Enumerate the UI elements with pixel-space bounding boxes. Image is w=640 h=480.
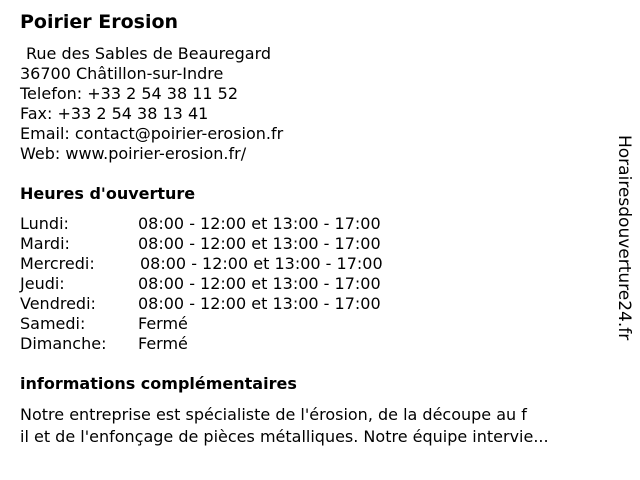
hours-row <box>20 234 440 254</box>
day-hours: 08:00 - 12:00 et 13:00 - 17:00 <box>138 274 381 293</box>
day-label: Mercredi: <box>20 254 95 273</box>
phone-line: Telefon: +33 2 54 38 11 52 <box>20 84 239 103</box>
day-label: Dimanche: <box>20 334 107 353</box>
contact-block <box>20 44 283 164</box>
hours-row <box>20 214 440 234</box>
info-line-1: Notre entreprise est spécialiste de l'érosion, de la découpe au f <box>20 405 527 424</box>
day-hours: Fermé <box>138 334 188 353</box>
web-line: Web: www.poirier-erosion.fr/ <box>20 144 247 163</box>
fax-line: Fax: +33 2 54 38 13 41 <box>20 104 209 123</box>
hours-row <box>20 254 440 274</box>
day-label: Lundi: <box>20 214 69 233</box>
hours-heading: Heures d'ouverture <box>20 184 196 203</box>
day-hours: 08:00 - 12:00 et 13:00 - 17:00 <box>138 214 381 233</box>
day-hours: Fermé <box>138 314 188 333</box>
info-text <box>20 404 600 448</box>
street-address: Rue des Sables de Beauregard <box>26 44 272 63</box>
day-label: Vendredi: <box>20 294 96 313</box>
email-line: Email: contact@poirier-erosion.fr <box>20 124 284 143</box>
hours-row <box>20 334 440 354</box>
hours-row <box>20 274 440 294</box>
info-line-2: il et de l'enfonçage de pièces métalliques. Notre équipe intervie... <box>20 427 549 446</box>
site-watermark: Horairesdouverture24.fr <box>614 135 634 341</box>
day-hours: 08:00 - 12:00 et 13:00 - 17:00 <box>140 254 383 273</box>
day-hours: 08:00 - 12:00 et 13:00 - 17:00 <box>138 234 381 253</box>
city-line: 36700 Châtillon-sur-Indre <box>20 64 224 83</box>
hours-table <box>20 214 440 354</box>
hours-row <box>20 294 440 314</box>
day-label: Mardi: <box>20 234 70 253</box>
business-name: Poirier Erosion <box>20 11 179 33</box>
hours-row <box>20 314 440 334</box>
day-hours: 08:00 - 12:00 et 13:00 - 17:00 <box>138 294 381 313</box>
info-heading: informations complémentaires <box>20 374 297 393</box>
day-label: Jeudi: <box>20 274 65 293</box>
day-label: Samedi: <box>20 314 86 333</box>
